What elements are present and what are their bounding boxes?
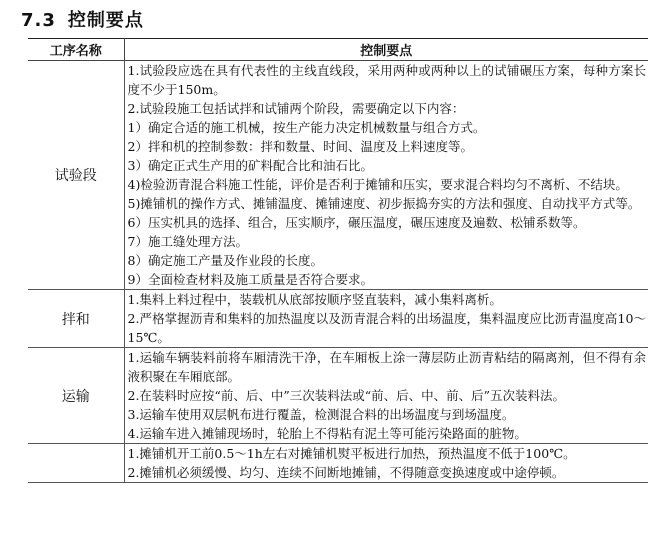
control-point: 3）确定正式生产用的矿料配合比和油石比。 [127,158,373,173]
control-point: 3.运输车使用双层帆布进行覆盖，检测混合料的出场温度与到场温度。 [127,407,515,422]
header-control-points: 控制要点 [124,39,648,61]
control-point: 6）压实机具的选择、组合，压实顺序，碾压温度，碾压速度及遍数、松铺系数等。 [127,215,586,230]
control-point: 9）全面检查材料及施工质量是否符合要求。 [127,272,373,287]
control-point: 2.试验段施工包括试拌和试铺两个阶段，需要确定以下内容： [127,101,465,116]
table-header-row [28,39,648,61]
process-name-cell: 拌和 [28,290,124,348]
table-row [28,444,648,483]
control-point: 2）拌和机的控制参数：拌和数量、时间、温度及上料速度等。 [127,139,473,154]
control-point: 4.运输车进入摊铺现场时，轮胎上不得粘有泥土等可能污染路面的脏物。 [127,426,527,441]
control-points-cell [124,61,648,290]
control-point: 2.在装料时应按“前、后、中”三次装料法或“前、后、中、前、后”五次装料法。 [127,388,565,403]
control-point: 1）确定合适的施工机械，按生产能力决定机械数量与组合方式。 [127,120,486,135]
section-title: 控制要点 [67,10,144,31]
control-point: 5)摊铺机的操作方式、摊铺温度、摊铺速度、初步振捣夯实的方法和强度、自动找平方式等。 [127,196,641,211]
control-points-table [28,38,648,483]
table-row [28,348,648,444]
control-points-cell [124,444,648,483]
control-point: 7）施工缝处理方法。 [127,234,248,249]
control-points-cell [124,348,648,444]
control-point: 1.集料上料过程中，装载机从底部按顺序竖直装料，减小集料离析。 [127,292,502,307]
process-name-cell: 试验段 [28,61,124,290]
control-point: 4)检验沥青混合料施工性能，评价是否利于摊铺和压实，要求混合料均匀不离析、不结块。 [127,177,628,192]
process-name-cell [28,444,124,483]
control-points-cell [124,290,648,348]
control-point: 8）确定施工产量及作业段的长度。 [127,253,323,268]
control-point: 1.试验段应选在具有代表性的主线直线段，采用两种或两种以上的试铺碾压方案，每种方案长度不少于150m。 [127,63,646,97]
table-row [28,61,648,290]
control-point: 2.严格掌握沥青和集料的加热温度以及沥青混合料的出场温度，集料温度应比沥青温度高10～15℃。 [127,311,646,345]
section-heading [21,6,144,32]
control-point: 1.摊铺机开工前0.5～1h左右对摊铺机熨平板进行加热，预热温度不低于100℃。 [127,446,576,461]
table-row [28,290,648,348]
control-point: 1.运输车辆装料前将车厢清洗干净，在车厢板上涂一薄层防止沥青粘结的隔离剂，但不得有余液积聚在车厢底部。 [127,350,646,384]
control-point: 2.摊铺机必须缓慢、均匀、连续不间断地摊铺，不得随意变换速度或中途停顿。 [127,465,565,480]
process-name-cell: 运输 [28,348,124,444]
header-process-name: 工序名称 [28,39,124,61]
section-number: 7.3 [21,10,56,31]
